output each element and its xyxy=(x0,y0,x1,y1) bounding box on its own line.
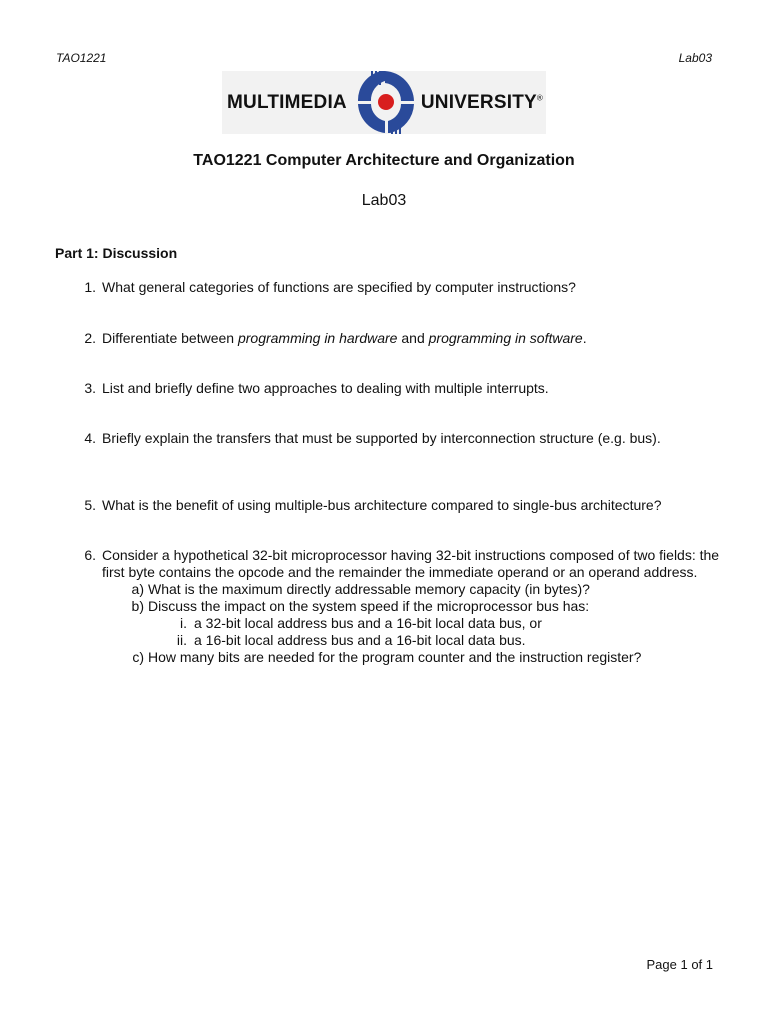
question-text xyxy=(102,547,736,666)
question-1 xyxy=(76,279,736,296)
sub-question-b-ii xyxy=(176,632,736,649)
roman-text: a 32-bit local address bus and a 16-bit local data bus, or xyxy=(194,615,542,631)
part-heading: Part 1: Discussion xyxy=(55,245,178,261)
sub-text: How many bits are needed for the program counter and the instruction register? xyxy=(148,649,642,665)
question-number: 6. xyxy=(84,547,96,563)
sub-text: What is the maximum directly addressable memory capacity (in bytes)? xyxy=(148,581,590,597)
registered-mark: ® xyxy=(536,93,543,103)
question-number: 4. xyxy=(84,430,96,446)
sub-label: b) xyxy=(131,598,144,614)
question-6 xyxy=(76,547,736,666)
sub-text: Discuss the impact on the system speed if the microprocessor bus has: xyxy=(148,598,590,614)
question-3 xyxy=(76,380,736,397)
question-text: List and briefly define two approaches to dealing with multiple interrupts. xyxy=(102,380,549,396)
emblem-red-dot xyxy=(378,94,394,110)
question-number: 3. xyxy=(84,380,96,396)
university-emblem-icon xyxy=(344,71,424,134)
question-5 xyxy=(76,497,736,514)
sub-question-b xyxy=(131,598,736,615)
roman-label: ii. xyxy=(176,632,187,648)
header-lab-label: Lab03 xyxy=(678,51,712,65)
question-2 xyxy=(76,330,736,347)
document-subtitle: Lab03 xyxy=(361,192,407,209)
question-number: 1. xyxy=(84,279,96,295)
roman-text: a 16-bit local address bus and a 16-bit local data bus. xyxy=(194,632,526,648)
question-text: Differentiate between programming in hardware and programming in software. xyxy=(102,330,587,346)
logo-text-multimedia: MULTIMEDIA xyxy=(227,91,347,113)
emphasis-hardware: programming in hardware xyxy=(237,330,398,346)
question-number: 2. xyxy=(84,330,96,346)
question-text: What general categories of functions are specified by computer instructions? xyxy=(102,279,576,295)
question-6-body: Consider a hypothetical 32-bit microprocessor having 32-bit instructions composed of two fields: the first byte contains the opcode and the remainder the immediate operand or an operand address. xyxy=(102,547,720,580)
sub-label: a) xyxy=(131,581,144,597)
question-number: 5. xyxy=(84,497,96,513)
emphasis-software: programming in software xyxy=(428,330,583,346)
sub-question-c xyxy=(132,649,736,666)
logo-text-university: UNIVERSITY® xyxy=(420,91,543,113)
question-text: What is the benefit of using multiple-bus architecture compared to single-bus architecture? xyxy=(102,497,662,513)
document-title: TAO1221 Computer Architecture and Organization xyxy=(193,152,575,169)
sub-question-b-i xyxy=(180,615,736,632)
question-text: Briefly explain the transfers that must be supported by interconnection structure (e.g. bus). xyxy=(102,430,661,446)
sub-question-a xyxy=(131,581,736,598)
sub-label: c) xyxy=(132,649,144,665)
page-number: Page 1 of 1 xyxy=(646,957,713,972)
header-course-code: TAO1221 xyxy=(56,51,107,65)
university-logo xyxy=(222,71,546,134)
roman-label: i. xyxy=(180,615,187,631)
question-4 xyxy=(76,430,736,447)
